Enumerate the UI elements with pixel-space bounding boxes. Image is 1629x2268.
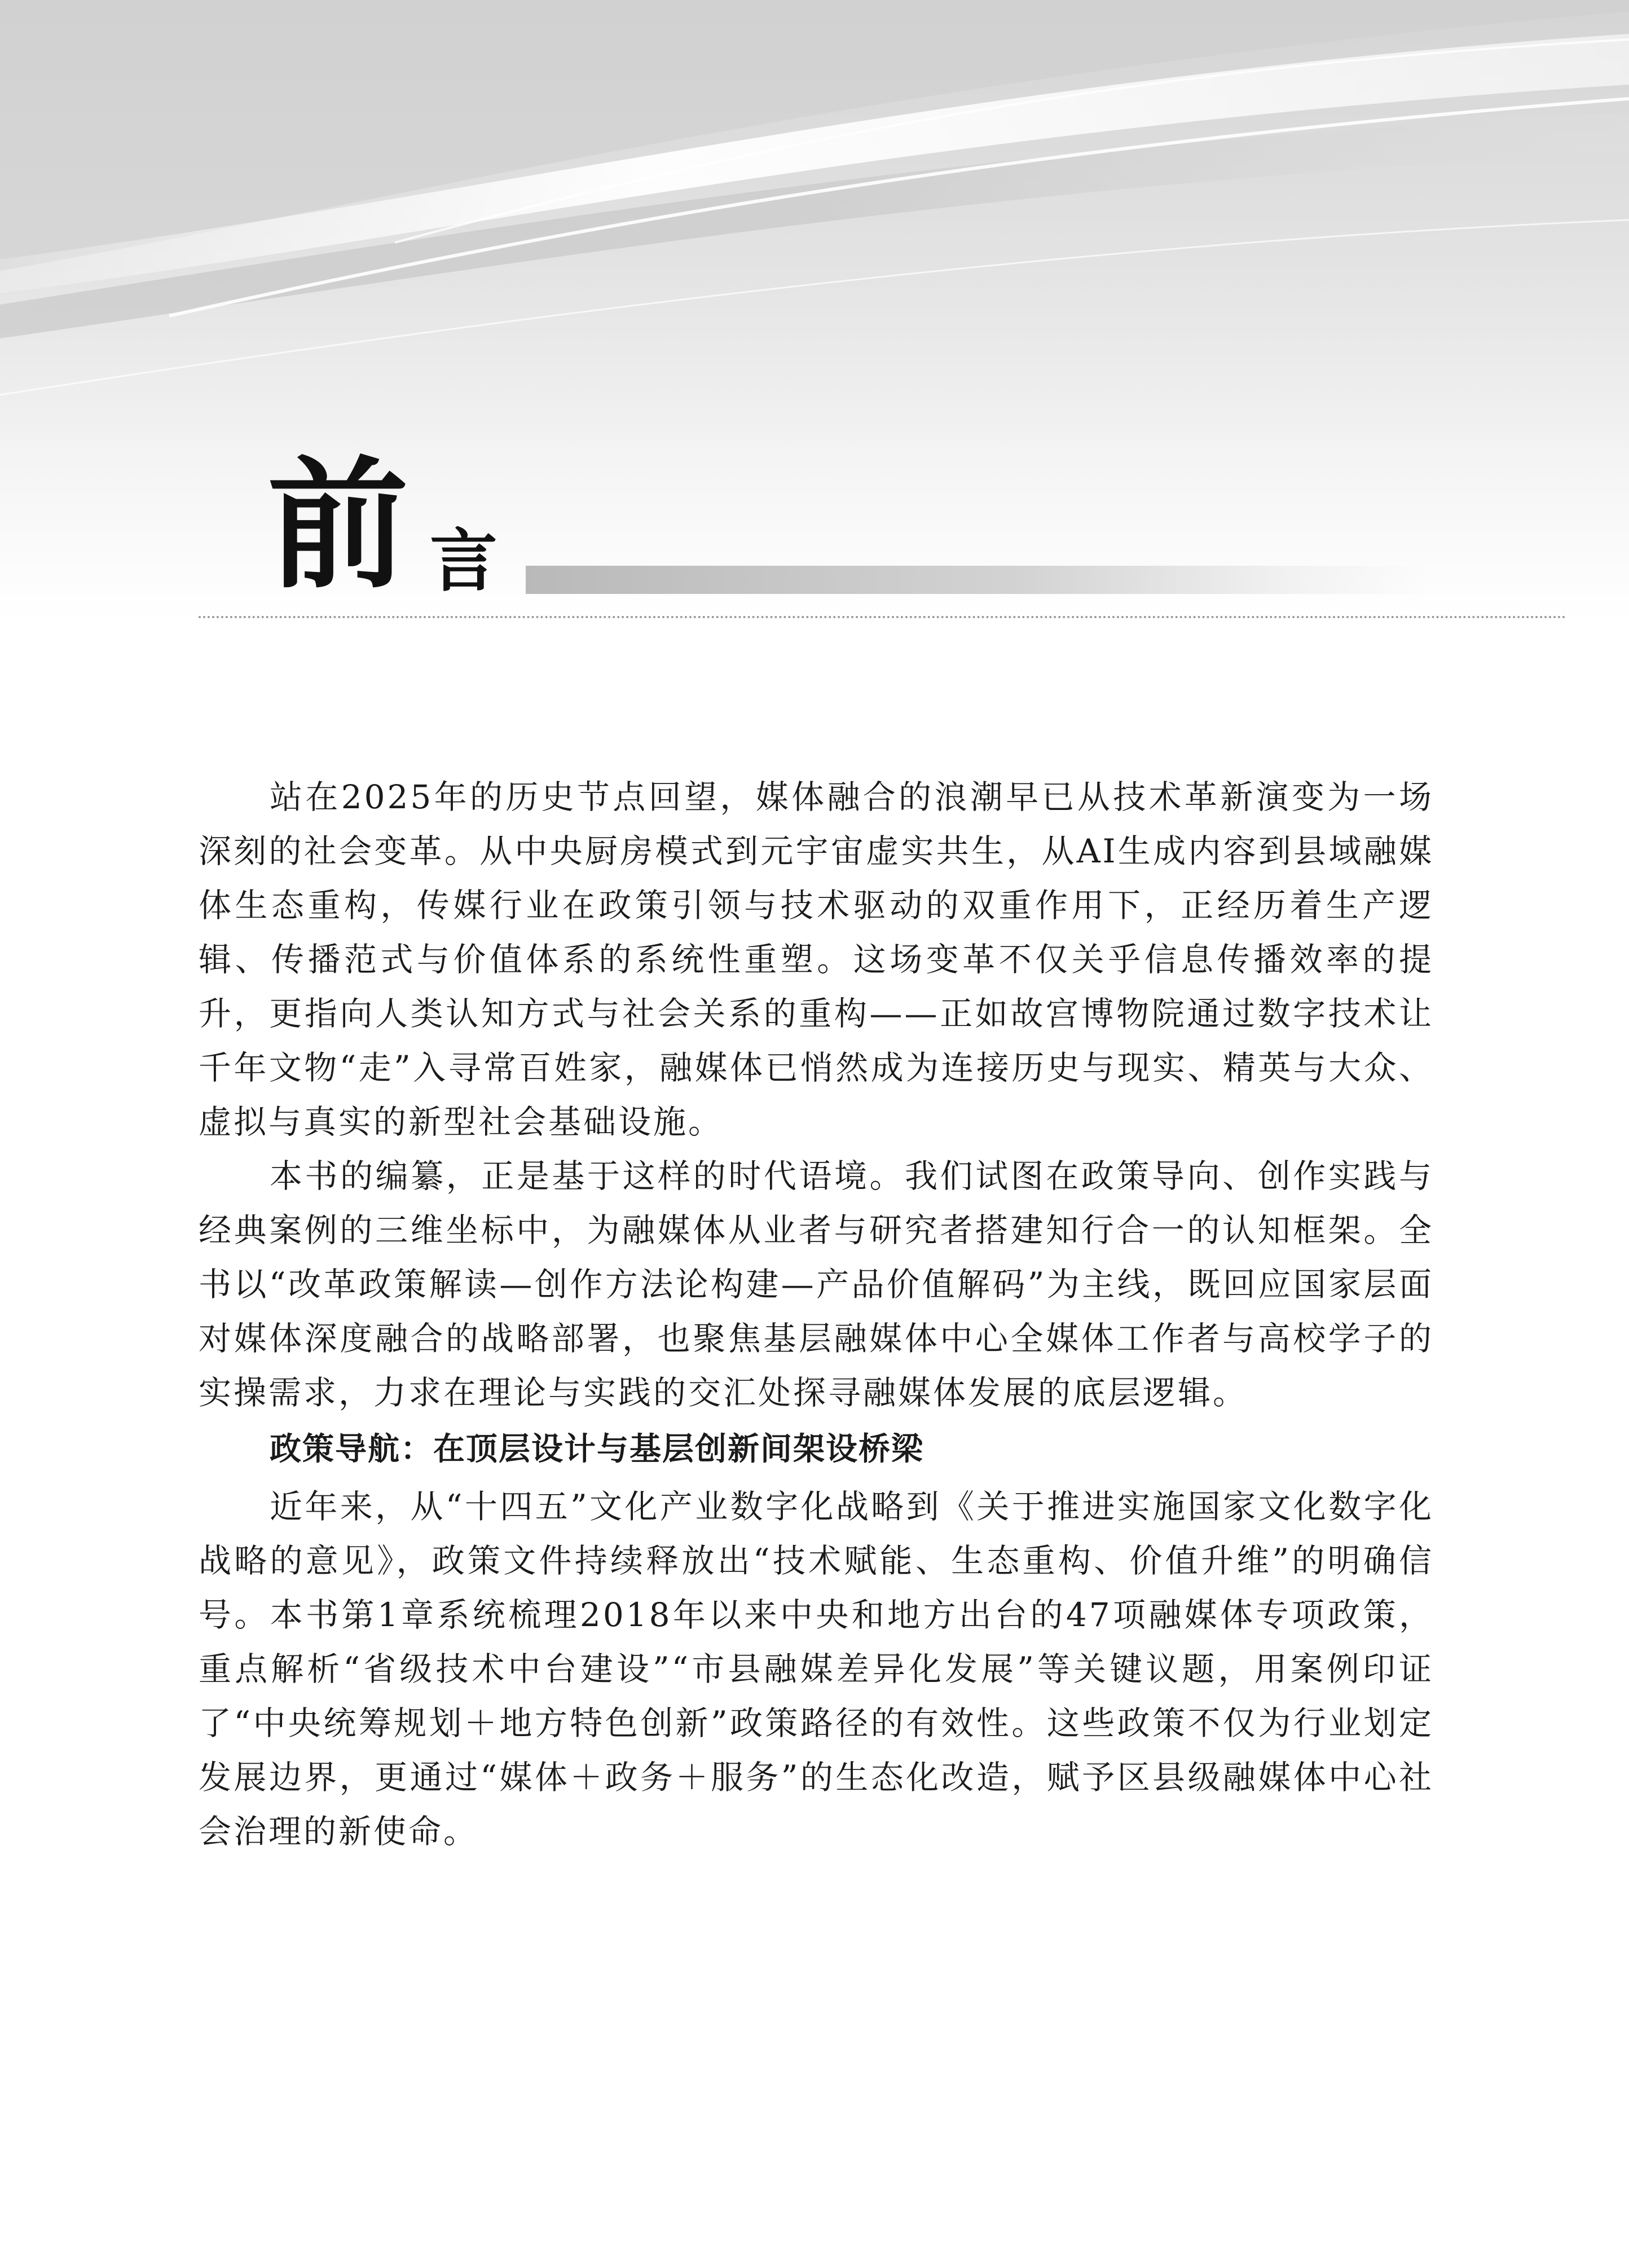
title-decorative-bar	[526, 566, 1428, 594]
page-title-main: 前	[267, 442, 408, 607]
header-swoosh-background	[0, 0, 1629, 620]
section-heading: 政策导航：在顶层设计与基层创新间架设桥梁	[270, 1431, 924, 1468]
paragraph-1: 站在2025年的历史节点回望，媒体融合的浪潮早已从技术革新演变为一场深刻的社会变革。从中央厨房模式到元宇宙虚实共生，从AI生成内容到县域融媒体生态重构，传媒行业在政策引领与技术驱动的双重作用下，正经历着生产逻辑、传播范式与价值体系的系统性重塑。这场变革不仅关乎信息传播效率的提升，更指向人类认知方式与社会关系的重构——正如故宫博物院通过数字技术让千年文物“走”入寻常百姓家，融媒体已悄然成为连接历史与现实、精英与大众、虚拟与真实的新型社会基础设施。	[199, 778, 1434, 1141]
paragraph-2: 本书的编纂，正是基于这样的时代语境。我们试图在政策导向、创作实践与经典案例的三维坐标中，为融媒体从业者与研究者搭建知行合一的认知框架。全书以“改革政策解读—创作方法论构建—产品价值解码”为主线，既回应国家层面对媒体深度融合的战略部署，也聚焦基层融媒体中心全媒体工作者与高校学子的实操需求，力求在理论与实践的交汇处探寻融媒体发展的底层逻辑。	[199, 1157, 1434, 1412]
paragraph-3: 近年来，从“十四五”文化产业数字化战略到《关于推进实施国家文化数字化战略的意见》，政策文件持续释放出“技术赋能、生态重构、价值升维”的明确信号。本书第1章系统梳理2018年以来中央和地方出台的47项融媒体专项政策，重点解析“省级技术中台建设”“市县融媒差异化发展”等关键议题，用案例印证了“中央统筹规划＋地方特色创新”政策路径的有效性。这些政策不仅为行业划定发展边界，更通过“媒体＋政务＋服务”的生态化改造，赋予区县级融媒体中心社会治理的新使命。	[199, 1487, 1434, 1851]
preface-body	[199, 770, 1434, 1859]
page-title-sub: 言	[430, 521, 497, 601]
dotted-divider	[199, 616, 1566, 618]
